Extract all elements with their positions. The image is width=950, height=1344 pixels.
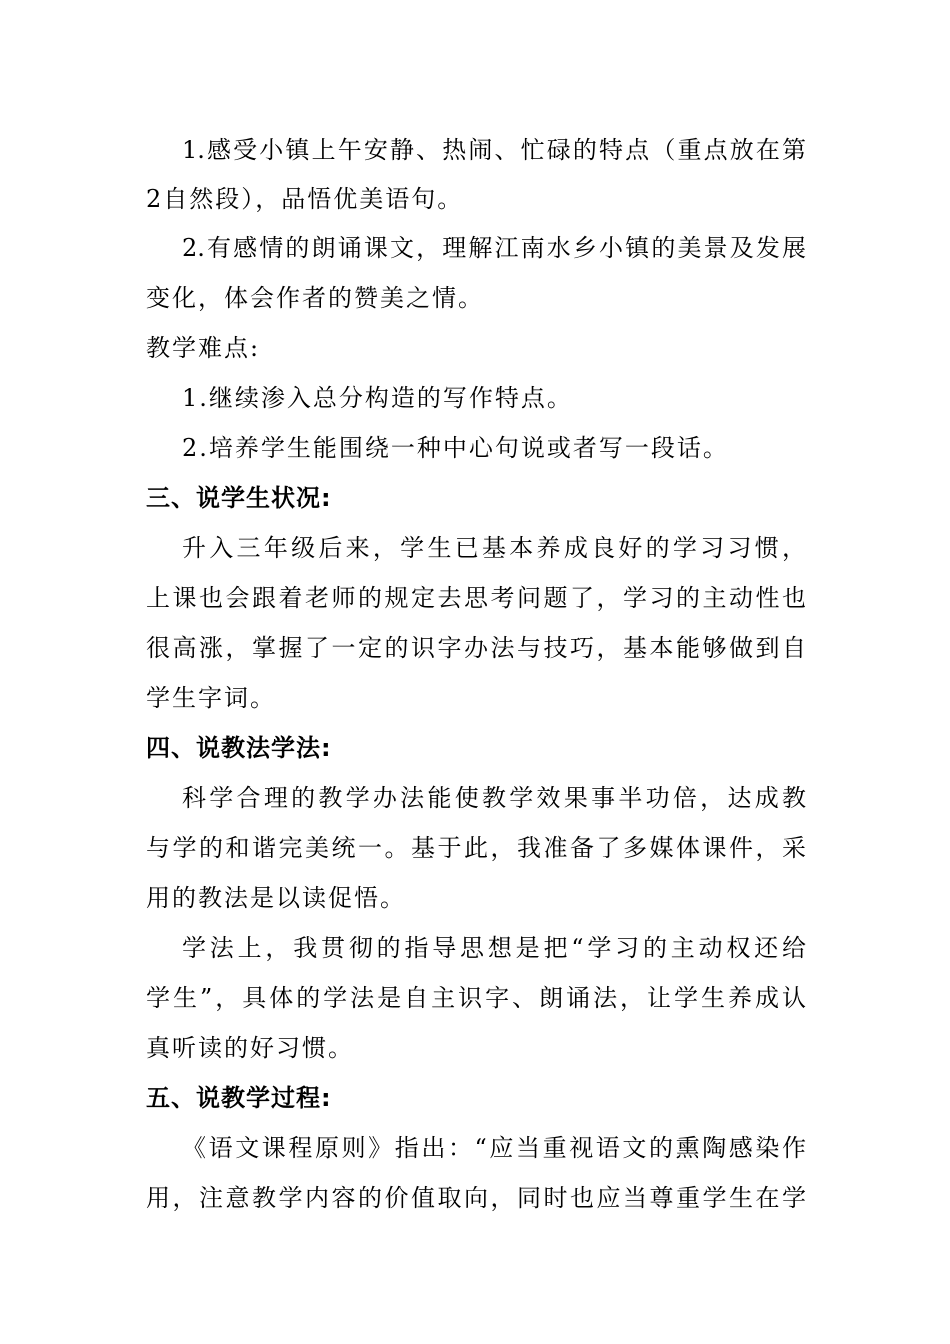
section-heading-methods: 四、说教法学法: (146, 734, 332, 762)
students-para-line-3: 很高涨，掌握了一定的识字办法与技巧，基本能够做到自 (146, 634, 806, 662)
learning-para-line-3: 真听读的好习惯。 (146, 1034, 354, 1062)
process-para-line-1: 《语文课程原则》指出：“应当重视语文的熏陶感染作 (182, 1134, 806, 1162)
objective-1-line-1: 1.感受小镇上午安静、热闹、忙碌的特点（重点放在第 (182, 136, 806, 164)
methods-para-line-1: 科学合理的教学办法能使教学效果事半功倍，达成教 (182, 784, 806, 812)
methods-para-line-2: 与学的和谐完美统一。基于此，我准备了多媒体课件，采 (146, 834, 806, 862)
learning-para-line-1: 学法上，我贯彻的指导思想是把“学习的主动权还给 (182, 934, 806, 962)
difficulty-2: 2.培养学生能围绕一种中心句说或者写一段话。 (182, 434, 729, 462)
learning-para-line-2: 学生”，具体的学法是自主识字、朗诵法，让学生养成认 (146, 984, 806, 1012)
section-heading-process: 五、说教学过程: (146, 1084, 332, 1112)
difficulty-label: 教学难点: (146, 334, 261, 362)
objective-1-line-2: 2自然段），品悟优美语句。 (146, 185, 464, 213)
objective-2-line-1: 2.有感情的朗诵课文，理解江南水乡小镇的美景及发展 (182, 234, 806, 262)
section-heading-students: 三、说学生状况: (146, 484, 332, 512)
students-para-line-4: 学生字词。 (146, 684, 276, 712)
objective-2-line-2: 变化，体会作者的赞美之情。 (146, 284, 484, 312)
methods-para-line-3: 用的教法是以读促悟。 (146, 884, 406, 912)
students-para-line-2: 上课也会跟着老师的规定去思考问题了，学习的主动性也 (146, 584, 806, 612)
students-para-line-1: 升入三年级后来，学生已基本养成良好的学习习惯， (182, 534, 806, 562)
difficulty-1: 1.继续渗入总分构造的写作特点。 (182, 384, 573, 412)
process-para-line-2: 用，注意教学内容的价值取向，同时也应当尊重学生在学 (146, 1184, 806, 1212)
